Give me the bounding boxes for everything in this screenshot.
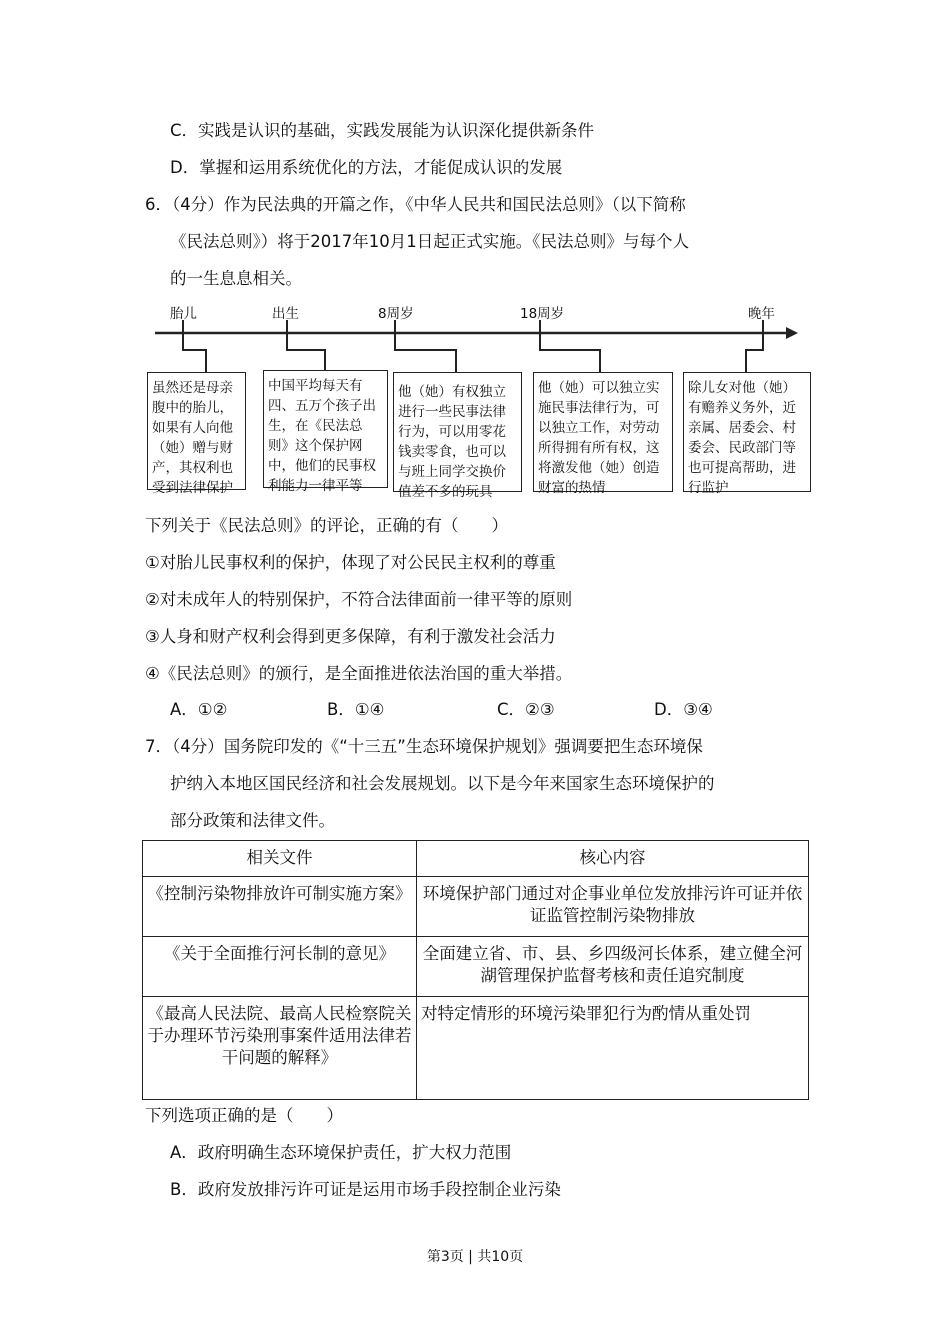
timeline-label: 18周岁 [520, 306, 565, 322]
q6-option-b: B．①④ [327, 700, 385, 719]
table-cell: 环境保护部门通过对企事业单位发放排污许可证并依证监管控制污染物排放 [417, 877, 809, 937]
page-footer: 第3页 | 共10页 [426, 1249, 524, 1265]
q6-stem-1: 6．（4分）作为民法典的开篇之作，《中华人民共和国民法总则》（以下简称 [145, 195, 686, 214]
q5-option-c: C．实践是认识的基础，实践发展能为认识深化提供新条件 [170, 121, 595, 140]
statement-3: ③人身和财产权利会得到更多保障，有利于激发社会活力 [145, 627, 556, 646]
q7-question: 下列选项正确的是（ ） [145, 1106, 343, 1125]
timeline-label: 晚年 [748, 306, 775, 322]
statement-1: ①对胎儿民事权利的保护，体现了对公民民主权利的尊重 [145, 553, 556, 572]
timeline-box: 除儿女对他（她） 有赡养义务外，近 亲属、居委会、村 委会、民政部门等 也可提高帮助，进 行监护 [683, 372, 811, 492]
table-row [143, 997, 809, 1100]
timeline-label: 8周岁 [378, 306, 414, 322]
table-cell: 对特定情形的环境污染罪犯行为酌情从重处罚 [417, 997, 809, 1100]
q6-question: 下列关于《民法总则》的评论，正确的有（ ） [145, 516, 508, 535]
table-cell: 全面建立省、市、县、乡四级河长体系，建立健全河湖管理保护监督考核和责任追究制度 [417, 937, 809, 997]
table-header: 核心内容 [417, 841, 809, 877]
timeline-label: 出生 [272, 306, 299, 322]
q6-option-d: D．③④ [654, 700, 713, 719]
q6-option-c: C．②③ [497, 700, 555, 719]
statement-4: ④《民法总则》的颁行，是全面推进依法治国的重大举措。 [145, 664, 573, 683]
statement-2: ②对未成年人的特别保护，不符合法律面前一律平等的原则 [145, 590, 573, 609]
q7-option-a: A．政府明确生态环境保护责任，扩大权力范围 [170, 1143, 512, 1162]
q6-stem-2: 《民法总则》）将于2017年10月1日起正式实施。《民法总则》与每个人 [170, 232, 689, 251]
table-cell: 《最高人民法院、最高人民检察院关于办理环节污染刑事案件适用法律若干问题的解释》 [143, 997, 417, 1100]
q6-stem-3: 的一生息息相关。 [170, 269, 302, 288]
timeline-box: 他（她）有权独立 进行一些民事法律 行为，可以用零花 钱卖零食，也可以 与班上同学交换价 值差不多的玩具 [393, 372, 522, 492]
timeline-box: 虽然还是母亲 腹中的胎儿， 如果有人向他 （她）赠与财 产，其权利也 受到法律保护 [147, 372, 246, 490]
q5-option-d: D．掌握和运用系统优化的方法，才能促成认识的发展 [170, 158, 563, 177]
table-row [143, 877, 809, 937]
q7-option-b: B．政府发放排污许可证是运用市场手段控制企业污染 [170, 1180, 561, 1199]
q7-stem-1: 7．（4分）国务院印发的《“十三五”生态环境保护规划》强调要把生态环境保 [145, 737, 703, 756]
timeline-box: 他（她）可以独立实 施民事法律行为，可 以独立工作，对劳动 所得拥有所有权，这 将激发他（她）创造 财富的热情 [533, 372, 673, 492]
q7-stem-2: 护纳入本地区国民经济和社会发展规划。以下是今年来国家生态环境保护的 [170, 774, 715, 793]
timeline-box: 中国平均每天有 四、五万个孩子出 生，在《民法总 则》这个保护网 中，他们的民事权 利能力一律平等 [263, 370, 388, 488]
table-header: 相关文件 [143, 841, 417, 877]
q7-stem-3: 部分政策和法律文件。 [170, 811, 335, 830]
q6-option-a: A．①② [170, 700, 228, 719]
timeline-label: 胎儿 [170, 306, 197, 322]
table-cell: 《关于全面推行河长制的意见》 [143, 937, 417, 997]
table-cell: 《控制污染物排放许可制实施方案》 [143, 877, 417, 937]
policy-table [142, 840, 809, 1100]
table-row [143, 937, 809, 997]
arrow-icon [786, 327, 798, 339]
